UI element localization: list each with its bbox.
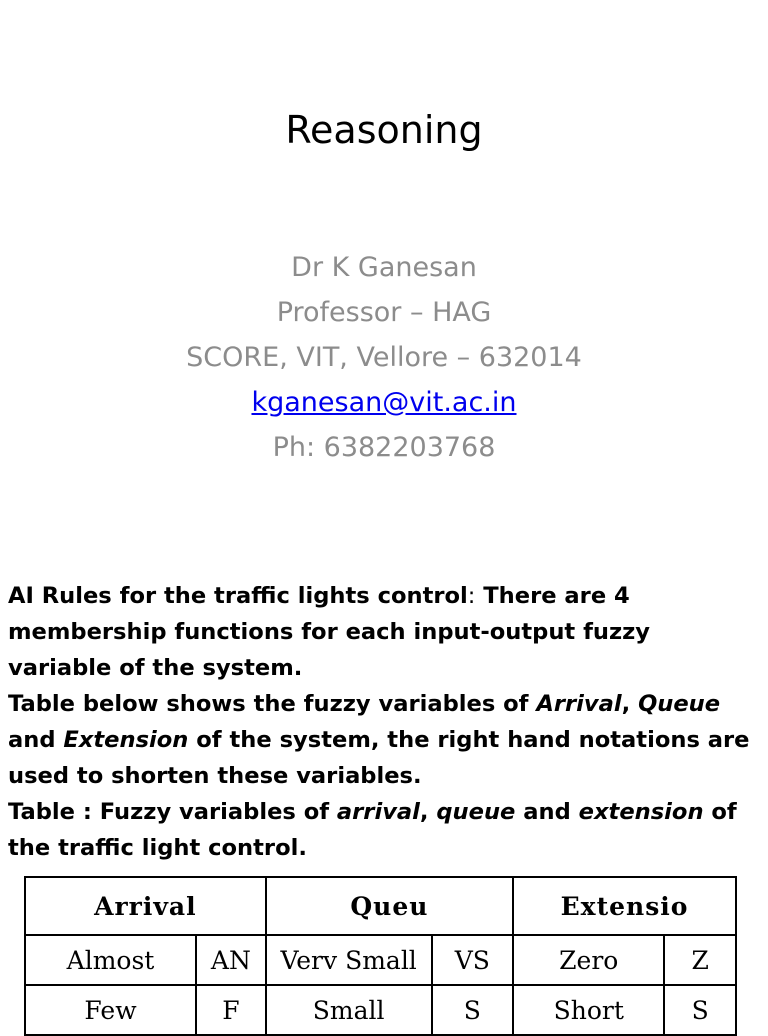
p3-and: and: [515, 799, 579, 825]
p1-colon: :: [467, 583, 476, 609]
table-cell: Short: [513, 985, 664, 1035]
table-row: [25, 985, 736, 1035]
p2-comma: ,: [621, 691, 639, 717]
paragraph-1: [8, 578, 760, 686]
table-cell: Zero: [513, 935, 664, 985]
p2-and: and: [8, 727, 64, 753]
table-cell: Verv Small: [266, 935, 432, 985]
table-cell: VS: [432, 935, 513, 985]
body-text: [8, 578, 760, 866]
title-block: [0, 108, 768, 152]
table-cell: Z: [664, 935, 736, 985]
p3-comma: ,: [419, 799, 437, 825]
header-extension: Extensio: [513, 877, 736, 935]
paragraph-3: [8, 794, 760, 866]
p2-arrival: Arrival: [536, 691, 622, 717]
p1-heading: AI Rules for the traffic lights control: [8, 583, 468, 609]
author-block: [0, 245, 768, 470]
p2-extension: Extension: [63, 727, 189, 753]
p3-text-a: Table : Fuzzy variables of: [8, 799, 337, 825]
p3-extension: extension: [578, 799, 704, 825]
table-cell: AN: [196, 935, 266, 985]
table-row: [25, 935, 736, 985]
table-cell: Few: [25, 985, 196, 1035]
header-arrival: Arrival: [25, 877, 266, 935]
author-email-link[interactable]: kganesan@vit.ac.in: [251, 387, 517, 418]
author-affiliation: SCORE, VIT, Vellore – 632014: [186, 342, 582, 373]
table-header-row: [25, 877, 736, 935]
p3-rest: of the traffic light control.: [8, 799, 737, 861]
table-cell: Small: [266, 985, 432, 1035]
table-cell: S: [664, 985, 736, 1035]
author-phone: Ph: 6382203768: [272, 432, 496, 463]
table-cell: S: [432, 985, 513, 1035]
author-position: Professor – HAG: [276, 297, 492, 328]
table-cell: F: [196, 985, 266, 1035]
p2-rest: of the system, the right hand notations are used to shorten these variables.: [8, 727, 750, 789]
fuzzy-variables-table: [24, 876, 737, 1036]
paragraph-2: [8, 686, 760, 794]
header-queue: Queu: [266, 877, 513, 935]
table-cell: Almost: [25, 935, 196, 985]
p3-arrival: arrival: [336, 799, 420, 825]
p1-rest: There are 4 membership functions for each input-output fuzzy variable of the system.: [8, 583, 651, 681]
p2-queue: Queue: [638, 691, 721, 717]
slide-title: Reasoning: [285, 108, 483, 152]
author-name: Dr K Ganesan: [291, 252, 477, 283]
p3-queue: queue: [436, 799, 516, 825]
fuzzy-table-wrap: [24, 876, 737, 1036]
p2-text-a: Table below shows the fuzzy variables of: [8, 691, 537, 717]
